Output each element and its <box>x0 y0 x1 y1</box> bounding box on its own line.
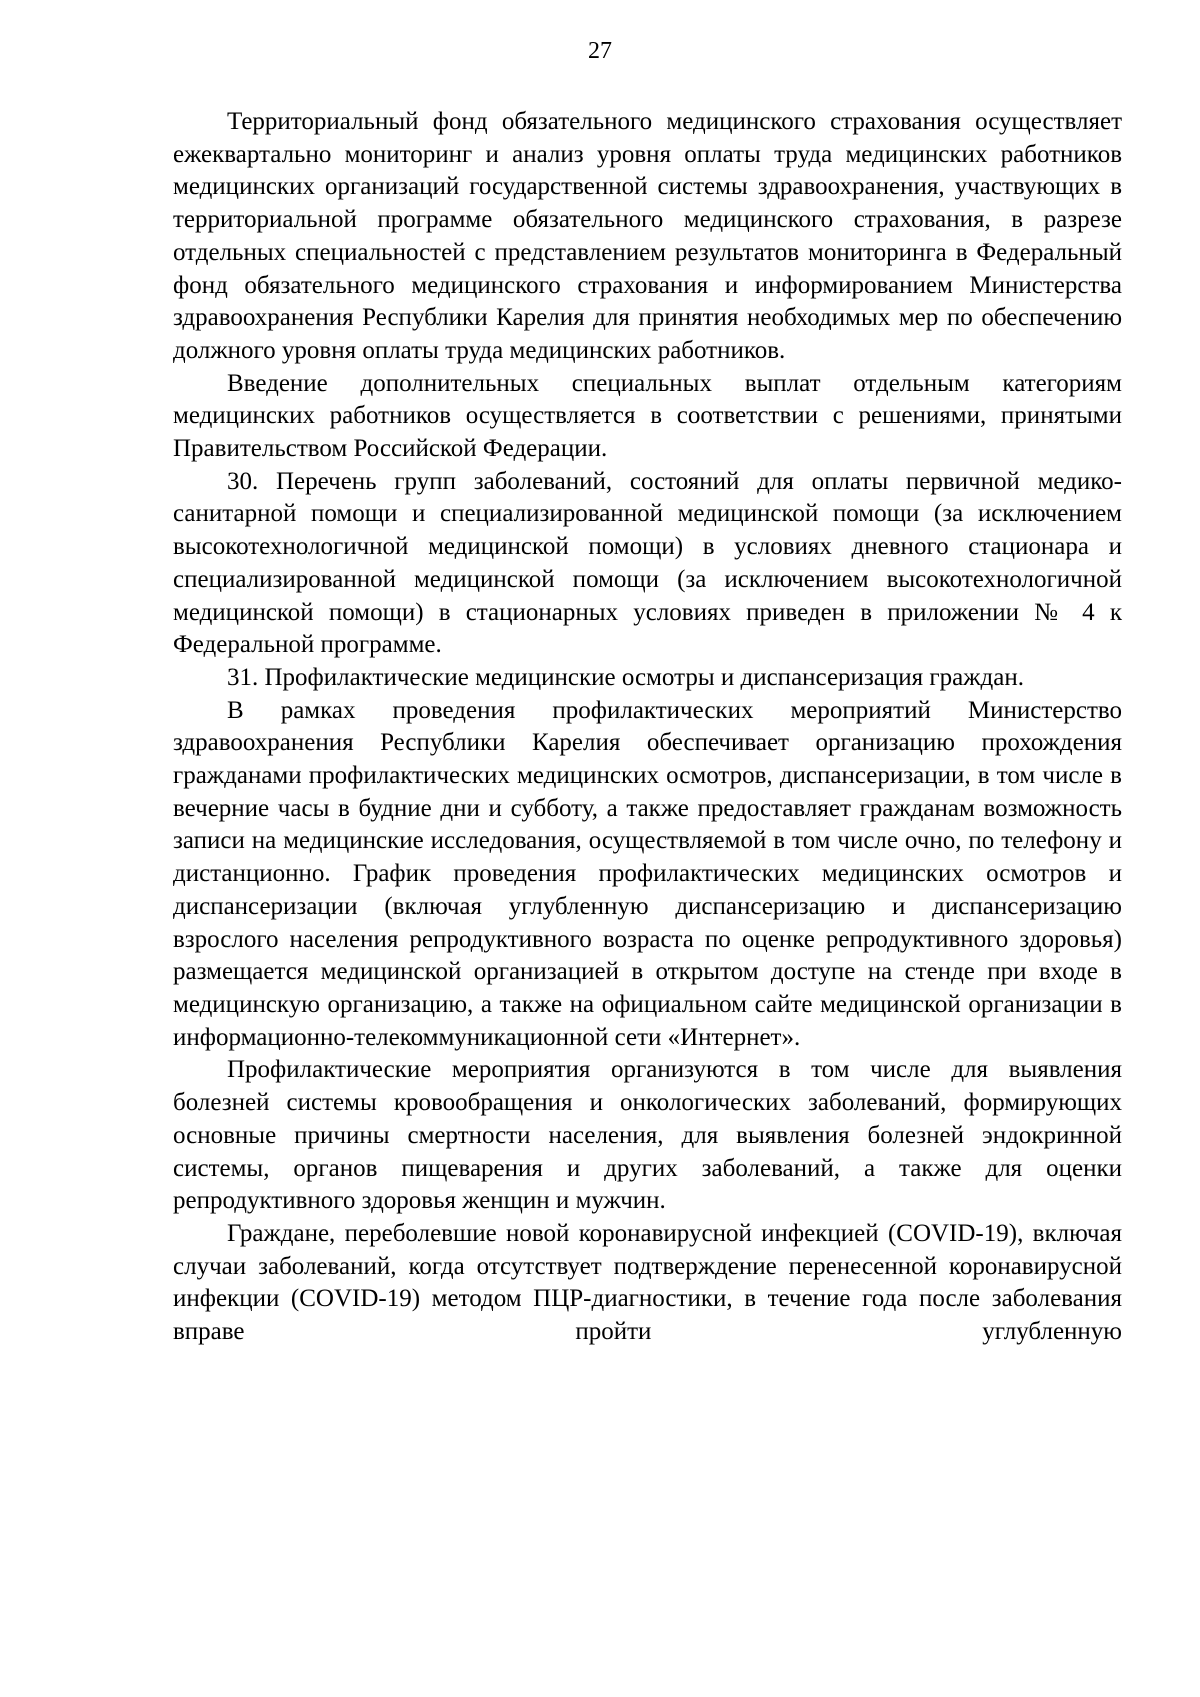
paragraph-preventive-goals: Профилактические мероприятия организуются в том числе для выявления болезней системы кровообращения и онкологических заболеваний, формирующих основные причины смертности населения, для выявления болезней эндокринной системы, органов пищеварения и других заболеваний, а также для оценки репродуктивного здоровья женщин и мужчин. <box>173 1056 1122 1215</box>
paragraph-item-30: 30. Перечень групп заболеваний, состояний для оплаты первичной медико-санитарной помощи и специализированной медицинской помощи (за исключением высокотехнологичной медицинской помощи) в условиях дневного стационара и специализированной медицинской помощи (за исключением высокотехнологичной медицинской помощи) в стационарных условиях приведен в приложении № 4 к Федеральной программе. <box>173 467 1122 659</box>
paragraph-special-payments: Введение дополнительных специальных выплат отдельным категориям медицинских работников осуществляется в соответствии с решениями, принятыми Правительством Российской Федерации. <box>173 369 1122 463</box>
paragraph-fund-monitoring: Территориальный фонд обязательного медицинского страхования осуществляет ежеквартально мониторинг и анализ уровня оплаты труда медицинских работников медицинских организаций государственной системы здравоохранения, участвующих в территориальной программе обязательного медицинского страхования, в разрезе отдельных специальностей с представлением результатов мониторинга в Федеральный фонд обязательного медицинского страхования и информированием Министерства здравоохранения Республики Карелия для принятия необходимых мер по обеспечению должного уровня оплаты труда медицинских работников. <box>173 108 1122 364</box>
body-text <box>173 106 1122 1349</box>
paragraph-item-31: 31. Профилактические медицинские осмотры и диспансеризация граждан. <box>227 663 1024 691</box>
page-number: 27 <box>588 38 612 64</box>
paragraph-preventive-measures: В рамках проведения профилактических мероприятий Министерство здравоохранения Республики Карелия обеспечивает организацию прохождения гражданами профилактических медицинских осмотров, диспансеризации, в том числе в вечерние часы в будние дни и субботу, а также предоставляет гражданам возможность записи на медицинские исследования, осуществляемой в том числе очно, по телефону и дистанционно. График проведения профилактических медицинских осмотров и диспансеризации (включая углубленную диспансеризацию и диспансеризацию взрослого населения репродуктивного возраста по оценке репродуктивного здоровья) размещается медицинской организацией в открытом доступе на стенде при входе в медицинскую организацию, а также на официальном сайте медицинской организации в информационно-телекоммуникационной сети «Интернет». <box>173 696 1122 1051</box>
paragraph-covid: Граждане, переболевшие новой коронавирусной инфекцией (COVID-19), включая случаи заболеваний, когда отсутствует подтверждение перенесенной коронавирусной инфекции (COVID-19) методом ПЦР-диагностики, в течение года после заболевания вправе пройти углубленную <box>173 1219 1122 1346</box>
